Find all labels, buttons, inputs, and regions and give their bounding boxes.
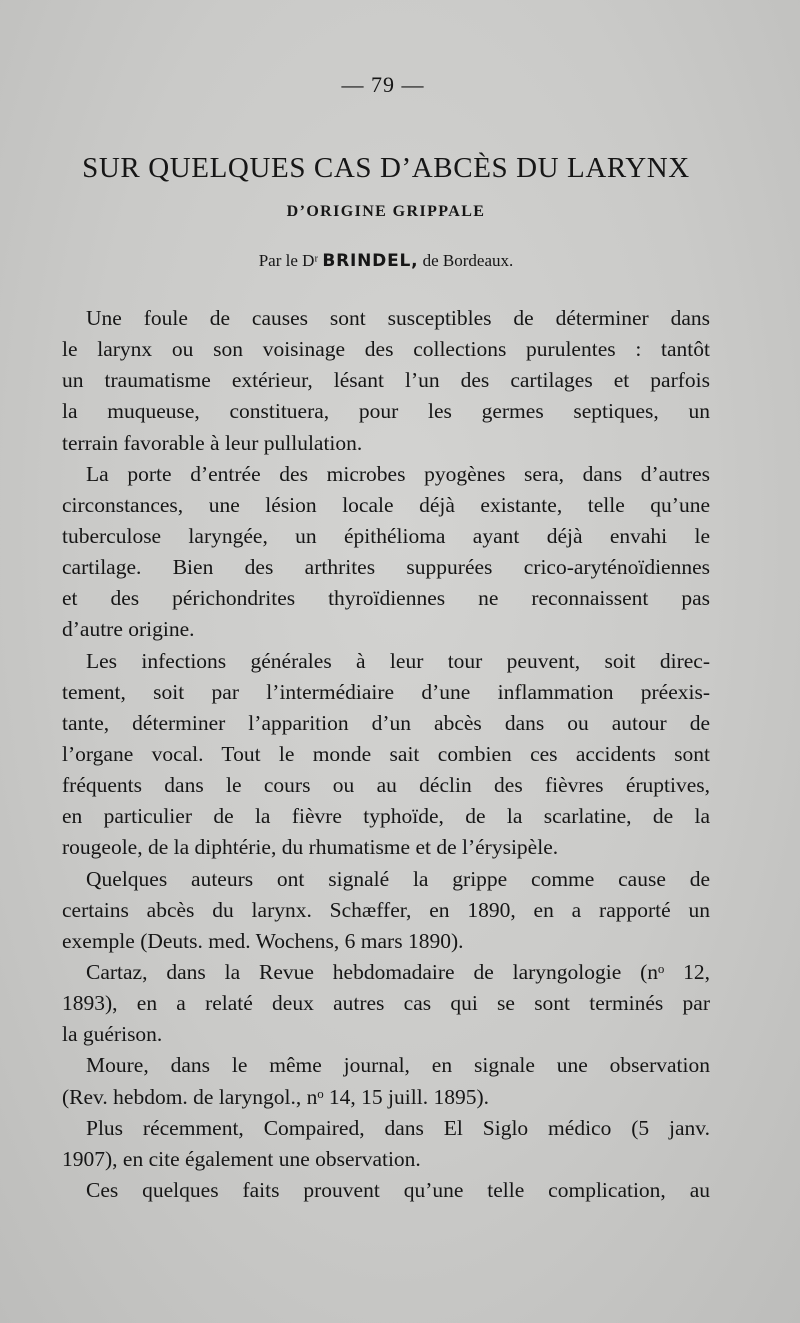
text-line: Plus récemment, Compaired, dans El Siglo médico (5 janv. [86, 1115, 710, 1140]
text-line: l’organe vocal. Tout le monde sait combien ces accidents sont [62, 741, 710, 766]
article-title: SUR QUELQUES CAS D’ABCÈS DU LARYNX [82, 152, 690, 184]
text-line: Les infections générales à leur tour peuvent, soit direc- [86, 648, 710, 673]
text-line: (Rev. hebdom. de laryngol., nᵒ 14, 15 juill. 1895). [62, 1084, 489, 1109]
byline [62, 251, 710, 271]
text-line: Moure, dans le même journal, en signale une observation [86, 1053, 710, 1078]
text-line: terrain favorable à leur pullulation. [62, 430, 363, 455]
body-text [62, 303, 710, 1206]
text-line: circonstances, une lésion locale déjà existante, telle qu’une [62, 492, 710, 517]
byline-prefix: Par le Dʳ [258, 251, 319, 270]
text-line: 1893), en a relaté deux autres cas qui se sont terminés par [62, 991, 710, 1016]
text-line: un traumatisme extérieur, lésant l’un des cartilages et parfois [62, 368, 710, 393]
text-line: et des périchondrites thyroïdiennes ne reconnaissent pas [62, 586, 710, 611]
text-line: certains abcès du larynx. Schæffer, en 1890, en a rapporté un [62, 897, 710, 922]
text-line: en particulier de la fièvre typhoïde, de la scarlatine, de la [62, 804, 710, 829]
text-line: tante, déterminer l’apparition d’un abcès dans ou autour de [62, 710, 710, 735]
text-line: Une foule de causes sont susceptibles de déterminer dans [86, 306, 710, 330]
text-line: rougeole, de la diphtérie, du rhumatisme et de l’érysipèle. [62, 835, 559, 860]
text-line: la guérison. [62, 1022, 163, 1047]
text-line: tuberculose laryngée, un épithélioma ayant déjà envahi le [62, 523, 710, 548]
page-number: — 79 — [341, 72, 425, 97]
text-line: tement, soit par l’intermédiaire d’une inflammation préexis- [62, 679, 710, 704]
byline-suffix: de Bordeaux. [422, 251, 514, 270]
text-line: exemple (Deuts. med. Wochens, 6 mars 1890). [62, 928, 464, 953]
text-line: Cartaz, dans la Revue hebdomadaire de laryngologie (nᵒ 12, [86, 959, 710, 984]
text-line: Quelques auteurs ont signalé la grippe comme cause de [86, 866, 710, 891]
author-name: BRINDEL, [322, 251, 419, 271]
text-line: fréquents dans le cours ou au déclin des fièvres éruptives, [62, 773, 710, 798]
text-line: d’autre origine. [62, 617, 195, 642]
text-line: 1907), en cite également une observation. [62, 1146, 421, 1171]
text-line: La porte d’entrée des microbes pyogènes sera, dans d’autres [86, 461, 710, 486]
text-line: Ces quelques faits prouvent qu’une telle complication, au [86, 1177, 710, 1202]
text-line: la muqueuse, constituera, pour les germes septiques, un [62, 399, 710, 424]
text-line: cartilage. Bien des arthrites suppurées crico-aryténoïdiennes [62, 555, 710, 580]
article-subtitle: D’ORIGINE GRIPPALE [286, 203, 486, 220]
text-line: le larynx ou son voisinage des collections purulentes : tantôt [62, 337, 710, 362]
